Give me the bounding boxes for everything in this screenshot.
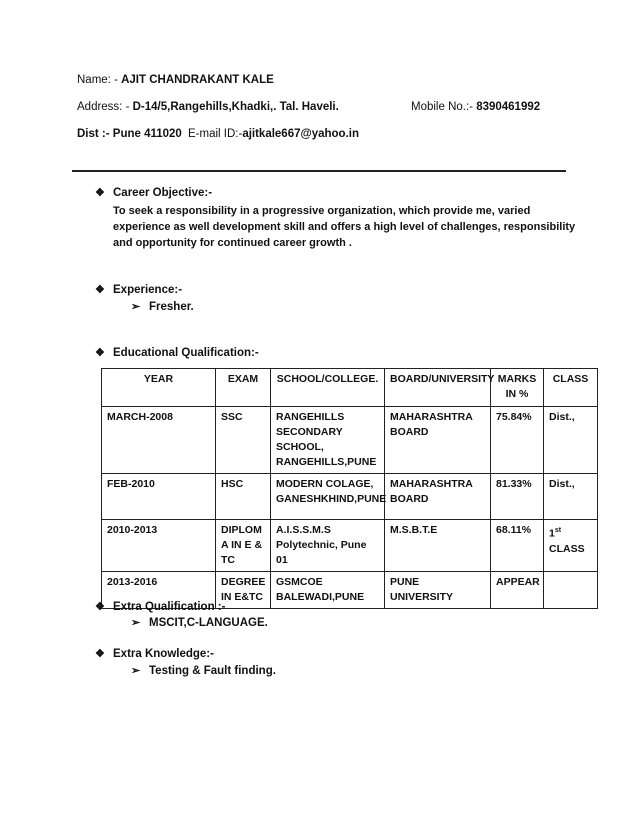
table-row (102, 407, 598, 474)
header-divider (72, 170, 566, 172)
table-cell: RANGEHILLS SECONDARY SCHOOL, RANGEHILLS,PUNE (271, 407, 385, 474)
column-header: YEAR (102, 369, 216, 407)
table-cell: FEB-2010 (102, 474, 216, 520)
table-header-row (102, 369, 598, 407)
email-value: ajitkale667@yahoo.in (242, 128, 359, 140)
extra-qualification-item: MSCIT,C-LANGUAGE. (149, 617, 268, 629)
diamond-bullet-icon: ❖ (95, 648, 105, 660)
email-line (188, 128, 359, 140)
dist-line: Dist :- Pune 411020 (77, 128, 182, 140)
education-heading-line (95, 346, 259, 359)
column-header: MARKS IN % (491, 369, 544, 407)
name-value: AJIT CHANDRAKANT KALE (121, 74, 274, 86)
table-cell: M.S.B.T.E (385, 520, 491, 572)
address-line (77, 101, 339, 113)
table-cell: 81.33% (491, 474, 544, 520)
career-text: To seek a responsibility in a progressive organization, which provide me, varied experience as well development skill and offers a high level of challenges, responsibility and opportunity for continued career growth . (113, 205, 576, 249)
arrow-bullet-icon: ➢ (131, 665, 141, 677)
experience-item-line (131, 300, 194, 313)
table-cell: DIPLOM A IN E & TC (216, 520, 271, 572)
education-heading: Educational Qualification:- (113, 347, 259, 359)
diamond-bullet-icon: ❖ (95, 601, 105, 613)
table-cell: MAHARASHTRA BOARD (385, 407, 491, 474)
table-cell: Dist., (544, 407, 598, 474)
email-label: E-mail ID:- (188, 128, 243, 140)
table-cell (544, 572, 598, 609)
table-cell: A.I.S.S.M.S Polytechnic, Pune 01 (271, 520, 385, 572)
table-row (102, 520, 598, 572)
experience-heading: Experience:- (113, 284, 183, 296)
education-table (101, 368, 598, 609)
table-cell: Dist., (544, 474, 598, 520)
extra-qualification-heading: Extra Qualification :- (113, 601, 226, 613)
diamond-bullet-icon: ❖ (95, 187, 105, 199)
extra-knowledge-item: Testing & Fault finding. (149, 665, 276, 677)
table-cell: DEGREE IN E&TC (216, 572, 271, 609)
address-value: D-14/5,Rangehills,Khadki,. Tal. Haveli. (132, 101, 339, 113)
arrow-bullet-icon: ➢ (131, 617, 141, 629)
extra-knowledge-heading: Extra Knowledge:- (113, 648, 214, 660)
table-cell: MARCH-2008 (102, 407, 216, 474)
column-header: SCHOOL/COLLEGE. (271, 369, 385, 407)
table-cell: 2010-2013 (102, 520, 216, 572)
name-line (77, 74, 274, 86)
table-cell: MODERN COLAGE, GANESHKHIND,PUNE (271, 474, 385, 520)
name-label: Name: - (77, 74, 122, 86)
extra-qualification-heading-line (95, 600, 225, 613)
career-heading-line (95, 186, 212, 199)
arrow-bullet-icon: ➢ (131, 301, 141, 313)
ordinal-suffix: st (554, 527, 562, 534)
career-heading: Career Objective:- (113, 187, 213, 199)
table-cell: 68.11% (491, 520, 544, 572)
diamond-bullet-icon: ❖ (95, 284, 105, 296)
table-cell: HSC (216, 474, 271, 520)
table-cell: MAHARASHTRA BOARD (385, 474, 491, 520)
mobile-line (411, 101, 540, 113)
column-header: EXAM (216, 369, 271, 407)
address-label: Address: - (77, 101, 133, 113)
diamond-bullet-icon: ❖ (95, 347, 105, 359)
mobile-value: 8390461992 (476, 101, 541, 113)
column-header: CLASS (544, 369, 598, 407)
column-header: BOARD/UNIVERSITY (385, 369, 491, 407)
table-cell: 2013-2016 (102, 572, 216, 609)
table-cell: GSMCOE BALEWADI,PUNE (271, 572, 385, 609)
mobile-label: Mobile No.:- (411, 101, 477, 113)
extra-knowledge-heading-line (95, 647, 214, 660)
class-value: 1 (549, 527, 555, 540)
table-cell: APPEAR (491, 572, 544, 609)
extra-knowledge-item-line (131, 664, 276, 677)
extra-qualification-item-line (131, 616, 268, 629)
table-row (102, 474, 598, 520)
experience-heading-line (95, 283, 182, 296)
table-cell: PUNE UNIVERSITY (385, 572, 491, 609)
class-suffix: CLASS (549, 542, 585, 555)
experience-item: Fresher. (149, 301, 194, 313)
table-cell: 75.84% (491, 407, 544, 474)
table-cell (544, 520, 598, 572)
table-cell: SSC (216, 407, 271, 474)
